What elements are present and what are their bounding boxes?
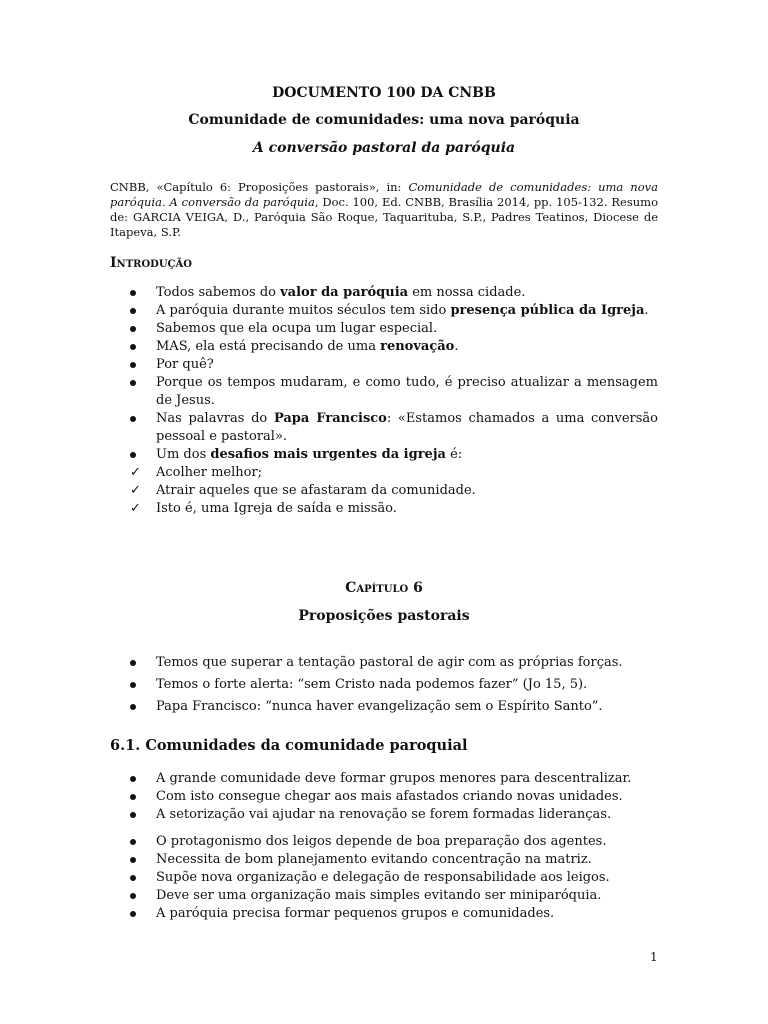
bullet-icon	[130, 380, 136, 386]
reference-italic-title: Comunidade de comunidades: uma nova paróquia. A conversão da paróquia	[110, 180, 658, 209]
bullet-icon	[130, 682, 136, 688]
list-item: O protagonismo dos leigos depende de boa preparação dos agentes.	[110, 833, 658, 851]
bullet-icon	[130, 776, 136, 782]
intro-heading: Introdução	[110, 255, 192, 271]
bullet-icon	[130, 857, 136, 863]
bullet-icon	[130, 308, 136, 314]
reference-text-2: , Doc. 100, Ed. CNBB, Brasília 2014, pp. 105-132. Resumo de: GARCIA VEIGA, D., Paróquia São Roque, Taquarituba, S.P., Padres Teatinos, Diocese de Itapeva, S.P.	[110, 195, 658, 239]
section-title: 6.1. Comunidades da comunidade paroquial	[110, 737, 468, 754]
bullet-icon	[130, 911, 136, 917]
list-item: A grande comunidade deve formar grupos menores para descentralizar.	[110, 770, 658, 788]
list-item: Porque os tempos mudaram, e como tudo, é preciso atualizar a mensagem de Jesus.	[110, 374, 658, 410]
list-item: Nas palavras do Papa Francisco: «Estamos chamados a uma conversão pessoal e pastoral».	[110, 410, 658, 446]
list-item: Por quê?	[110, 356, 658, 374]
bullet-icon	[130, 660, 136, 666]
bullet-icon	[130, 794, 136, 800]
list-item: Papa Francisco: “nunca haver evangelização sem o Espírito Santo”.	[110, 698, 658, 716]
checklist-item: ✓ Atrair aqueles que se afastaram da comunidade.	[130, 483, 476, 498]
bullet-icon	[130, 875, 136, 881]
bibliographic-reference	[110, 180, 658, 240]
checklist-item: ✓ Isto é, uma Igreja de saída e missão.	[130, 501, 397, 516]
check-icon: ✓	[130, 501, 141, 516]
intro-list	[110, 284, 658, 518]
check-icon: ✓	[130, 465, 141, 480]
list-item: Deve ser uma organização mais simples evitando ser miniparóquia.	[110, 887, 658, 905]
chapter-label: Capítulo 6	[345, 580, 423, 596]
bullet-icon	[130, 344, 136, 350]
list-item: Com isto consegue chegar aos mais afastados criando novas unidades.	[110, 788, 658, 806]
list-item: Todos sabemos do valor da paróquia em nossa cidade.	[110, 284, 658, 302]
checklist-item: ✓ Acolher melhor;	[130, 465, 263, 480]
list-item: Temos o forte alerta: “sem Cristo nada podemos fazer” (Jo 15, 5).	[110, 676, 658, 694]
list-item: A setorização vai ajudar na renovação se forem formadas lideranças.	[110, 806, 658, 824]
bullet-icon	[130, 290, 136, 296]
document-title: DOCUMENTO 100 DA CNBB	[272, 85, 496, 101]
list-item: A paróquia precisa formar pequenos grupos e comunidades.	[110, 905, 658, 923]
document-subtitle: Comunidade de comunidades: uma nova paróquia	[188, 112, 580, 128]
bullet-icon	[130, 416, 136, 422]
bullet-icon	[130, 839, 136, 845]
bullet-icon	[130, 326, 136, 332]
section-list-a	[110, 770, 658, 824]
list-item: A paróquia durante muitos séculos tem sido presença pública da Igreja.	[110, 302, 658, 320]
page-number: 1	[650, 950, 658, 964]
chapter-list	[110, 654, 658, 720]
bullet-icon	[130, 452, 136, 458]
chapter-title: Proposições pastorais	[298, 608, 470, 624]
reference-text-1: CNBB, «Capítulo 6: Proposições pastorais», in:	[110, 180, 409, 194]
list-item: Necessita de bom planejamento evitando concentração na matriz.	[110, 851, 658, 869]
bullet-icon	[130, 362, 136, 368]
section-list-b	[110, 833, 658, 923]
list-item: Um dos desafios mais urgentes da igreja é:	[110, 446, 658, 464]
list-item: MAS, ela está precisando de uma renovação.	[110, 338, 658, 356]
bullet-icon	[130, 704, 136, 710]
document-subtitle-italic: A conversão pastoral da paróquia	[252, 140, 516, 156]
bullet-icon	[130, 893, 136, 899]
list-item: Sabemos que ela ocupa um lugar especial.	[110, 320, 658, 338]
list-item: Supõe nova organização e delegação de responsabilidade aos leigos.	[110, 869, 658, 887]
check-icon: ✓	[130, 483, 141, 498]
list-item: Temos que superar a tentação pastoral de agir com as próprias forças.	[110, 654, 658, 672]
bullet-icon	[130, 812, 136, 818]
